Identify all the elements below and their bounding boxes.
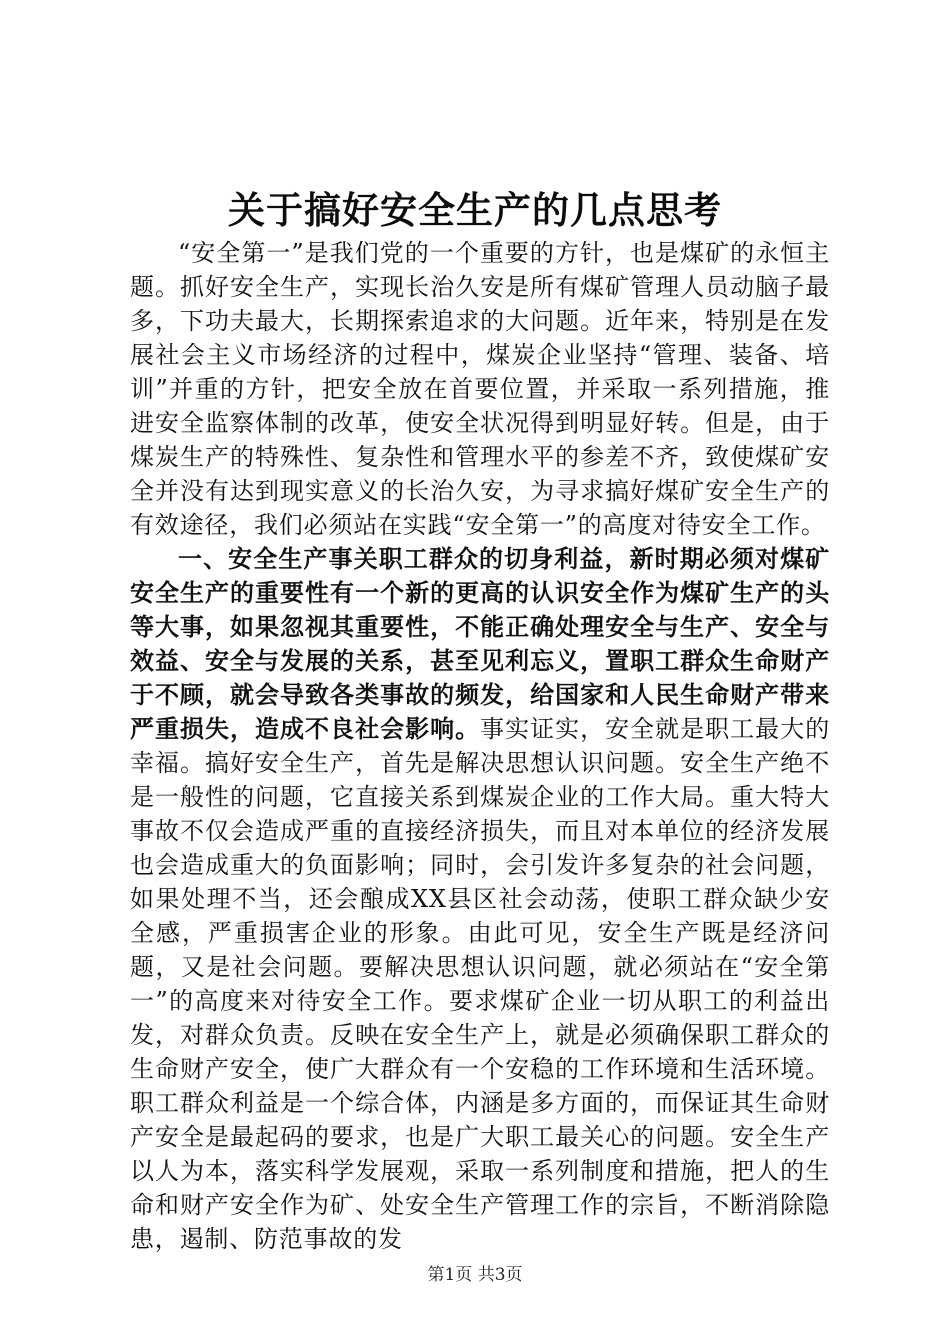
section-one-text: 事实证实，安全就是职工最大的幸福。搞好安全生产，首先是解决思想认识问题。安全生产绝不是一般性的问题，它直接关系到煤炭企业的工作大局。重大特大事故不仅会造成严重的直接经济损失，而且对本单位的经济发展也会造成重大的负面影响；同时，会引发许多复杂的社会问题，如果处理不当，还会酿成XX县区社会动荡，使职工群众缺少安全感，严重损害企业的形象。由此可见，安全生产既是经济问题，又是社会问题。要解决思想认识问题，就必须站在“安全第一”的高度来对待安全工作。要求煤矿企业一切从职工的利益出发，对群众负责。反映在安全生产上，就是必须确保职工群众的生命财产安全，使广大群众有一个安稳的工作环境和生活环境。职工群众利益是一个综合体，内涵是多方面的，而保证其生命财产安全是最起码的要求，也是广大职工最关心的问题。安全生产以人为本，落实科学发展观，采取一系列制度和措施，把人的生命和财产安全作为矿、处安全生产管理工作的宗旨，不断消除隐患，遏制、防范事故的发 (130, 715, 831, 1253)
section-one-heading: 一、安全生产事关职工群众的切身利益，新时期必须对煤矿安全生产的重要性有一个新的更高的认识安全作为煤矿生产的头等大事，如果忽视其重要性，不能正确处理安全与生产、安全与效益、安全与发展的关系，甚至见利忘义，置职工群众生命财产于不顾，就会导致各类事故的频发，给国家和人民生命财产带来严重损失，造成不良社会影响。 (130, 544, 830, 743)
paragraph-intro: “安全第一”是我们党的一个重要的方针，也是煤矿的永恒主题。抓好安全生产，实现长治久安是所有煤矿管理人员动脑子最多，下功夫最大，长期探索追求的大问题。近年来，特别是在发展社会主义市场经济的过程中，煤炭企业坚持“管理、装备、培训”并重的方针，把安全放在首要位置，并采取一系列措施，推进安全监察体制的改革，使安全状况得到明显好转。但是，由于煤炭生产的特殊性、复杂性和管理水平的参差不齐，致使煤矿安全并没有达到现实意义的长治久安，为寻求搞好煤矿安全生产的有效途径，我们必须站在实践“安全第一”的高度对待安全工作。 (130, 239, 830, 539)
document-title: 关于搞好安全生产的几点思考 (228, 188, 722, 232)
page-footer: 第1页 共3页 (427, 1265, 523, 1285)
document-body (130, 236, 830, 1256)
paragraph-section-one (130, 542, 830, 1256)
